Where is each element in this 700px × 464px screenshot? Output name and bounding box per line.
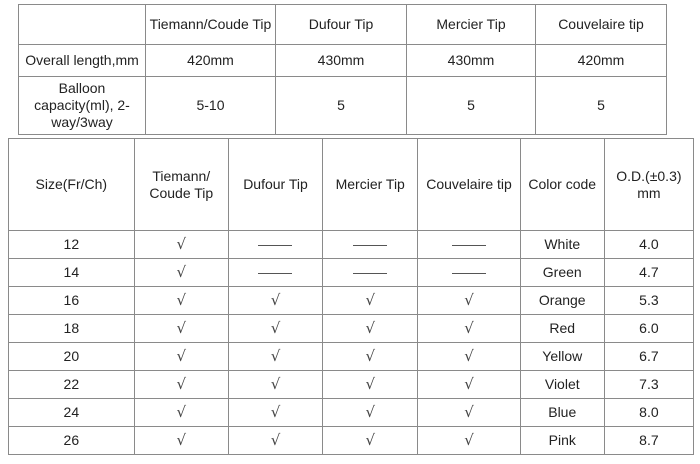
dufour-check-mark [228, 343, 322, 371]
dash-icon [258, 245, 292, 246]
balloon-capacity-couvelaire: 5 [536, 77, 667, 135]
tip-specs-header-row [19, 5, 667, 45]
check-icon: √ [176, 235, 187, 253]
dufour-not-available [228, 231, 322, 259]
tiemann-check-mark [134, 343, 228, 371]
header-couvelaire-tip: Couvelaire tip [418, 139, 520, 231]
balloon-capacity-dufour: 5 [276, 77, 407, 135]
check-icon: √ [176, 263, 187, 281]
color-cell: Red [520, 315, 604, 343]
size-cell: 24 [9, 399, 135, 427]
size-cell: 26 [9, 427, 135, 455]
od-cell: 4.0 [604, 231, 693, 259]
check-icon: √ [464, 291, 474, 309]
dufour-check-mark [228, 371, 322, 399]
table-row [9, 343, 694, 371]
size-cell: 20 [9, 343, 135, 371]
check-icon: √ [176, 291, 187, 309]
check-icon: √ [176, 403, 187, 421]
header-couvelaire: Couvelaire tip [536, 5, 667, 45]
overall-length-label: Overall length,mm [19, 45, 146, 77]
tiemann-check-mark [134, 371, 228, 399]
balloon-capacity-mercier: 5 [407, 77, 536, 135]
check-icon: √ [176, 347, 187, 365]
header-outer-diameter: O.D.(±0.3) mm [604, 139, 693, 231]
od-cell: 8.7 [604, 427, 693, 455]
balloon-capacity-row [19, 77, 667, 135]
check-icon: √ [464, 347, 474, 365]
check-icon: √ [270, 375, 281, 393]
overall-length-tiemann: 420mm [146, 45, 276, 77]
header-dufour-tip: Dufour Tip [228, 139, 322, 231]
couvelaire-check-mark [418, 343, 520, 371]
header-dufour: Dufour Tip [276, 5, 407, 45]
table-row [9, 231, 694, 259]
size-cell: 14 [9, 259, 135, 287]
dash-icon [452, 245, 486, 246]
couvelaire-check-mark [418, 315, 520, 343]
check-icon: √ [464, 375, 474, 393]
dufour-check-mark [228, 399, 322, 427]
color-cell: Pink [520, 427, 604, 455]
tiemann-check-mark [134, 231, 228, 259]
header-color-code: Color code [520, 139, 604, 231]
color-cell: Violet [520, 371, 604, 399]
dufour-not-available [228, 259, 322, 287]
header-tiemann: Tiemann/Coude Tip [146, 5, 276, 45]
balloon-capacity-label: Balloon capacity(ml), 2-way/3way [19, 77, 146, 135]
header-mercier-tip: Mercier Tip [323, 139, 418, 231]
table-row [9, 427, 694, 455]
mercier-check-mark [323, 427, 418, 455]
size-cell: 12 [9, 231, 135, 259]
overall-length-couvelaire: 420mm [536, 45, 667, 77]
size-chart-table [8, 138, 694, 455]
mercier-not-available [323, 259, 418, 287]
couvelaire-not-available [418, 259, 520, 287]
couvelaire-check-mark [418, 287, 520, 315]
check-icon: √ [365, 319, 376, 337]
table-row [9, 259, 694, 287]
tiemann-check-mark [134, 399, 228, 427]
mercier-check-mark [323, 315, 418, 343]
check-icon: √ [365, 347, 376, 365]
od-cell: 8.0 [604, 399, 693, 427]
od-cell: 5.3 [604, 287, 693, 315]
couvelaire-check-mark [418, 371, 520, 399]
check-icon: √ [270, 291, 281, 309]
check-icon: √ [365, 375, 376, 393]
od-cell: 7.3 [604, 371, 693, 399]
od-cell: 6.0 [604, 315, 693, 343]
overall-length-mercier: 430mm [407, 45, 536, 77]
color-cell: White [520, 231, 604, 259]
table-row [9, 399, 694, 427]
check-icon: √ [270, 319, 281, 337]
color-cell: Yellow [520, 343, 604, 371]
check-icon: √ [464, 403, 474, 421]
check-icon: √ [270, 347, 281, 365]
dash-icon [353, 245, 387, 246]
mercier-check-mark [323, 371, 418, 399]
size-cell: 22 [9, 371, 135, 399]
header-tiemann-coude: Tiemann/ Coude Tip [134, 139, 228, 231]
tiemann-check-mark [134, 259, 228, 287]
couvelaire-check-mark [418, 427, 520, 455]
dufour-check-mark [228, 315, 322, 343]
tiemann-check-mark [134, 315, 228, 343]
couvelaire-not-available [418, 231, 520, 259]
od-cell: 6.7 [604, 343, 693, 371]
check-icon: √ [365, 431, 376, 449]
od-cell: 4.7 [604, 259, 693, 287]
size-cell: 18 [9, 315, 135, 343]
table-row [9, 371, 694, 399]
check-icon: √ [365, 403, 376, 421]
check-icon: √ [176, 375, 187, 393]
dash-icon [452, 273, 486, 274]
header-size: Size(Fr/Ch) [9, 139, 135, 231]
check-icon: √ [464, 431, 474, 449]
color-cell: Blue [520, 399, 604, 427]
tiemann-check-mark [134, 427, 228, 455]
size-chart-header-row [9, 139, 694, 231]
overall-length-dufour: 430mm [276, 45, 407, 77]
mercier-check-mark [323, 287, 418, 315]
check-icon: √ [270, 431, 281, 449]
couvelaire-check-mark [418, 399, 520, 427]
color-cell: Orange [520, 287, 604, 315]
table-row [9, 315, 694, 343]
size-chart-body [9, 231, 694, 455]
size-cell: 16 [9, 287, 135, 315]
check-icon: √ [464, 319, 474, 337]
mercier-check-mark [323, 399, 418, 427]
check-icon: √ [270, 403, 281, 421]
dufour-check-mark [228, 427, 322, 455]
tiemann-check-mark [134, 287, 228, 315]
mercier-check-mark [323, 343, 418, 371]
mercier-not-available [323, 231, 418, 259]
color-cell: Green [520, 259, 604, 287]
dufour-check-mark [228, 287, 322, 315]
overall-length-row [19, 45, 667, 77]
table-row [9, 287, 694, 315]
dash-icon [353, 273, 387, 274]
check-icon: √ [176, 431, 187, 449]
header-mercier: Mercier Tip [407, 5, 536, 45]
tip-specs-table [18, 4, 667, 135]
balloon-capacity-tiemann: 5-10 [146, 77, 276, 135]
header-corner-cell [19, 5, 146, 45]
check-icon: √ [365, 291, 376, 309]
dash-icon [258, 273, 292, 274]
check-icon: √ [176, 319, 187, 337]
